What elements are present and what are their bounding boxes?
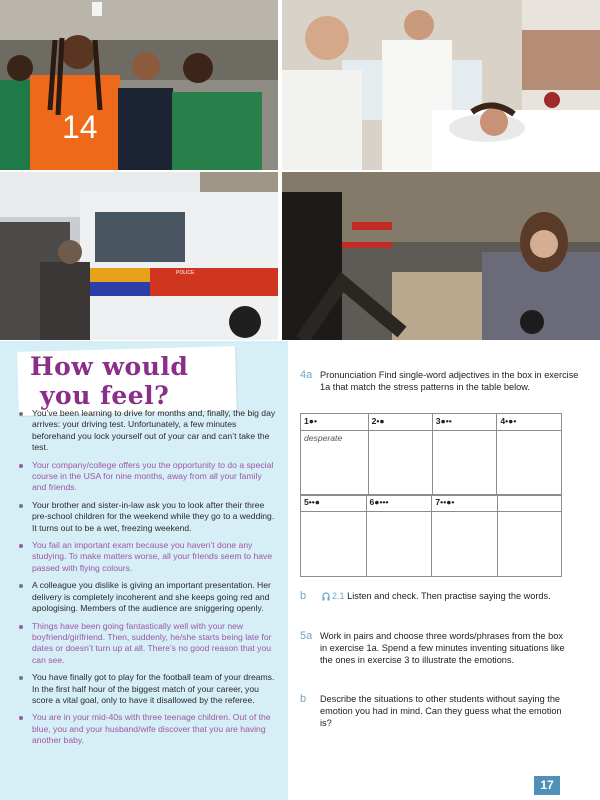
exercise-number: 4a [300,369,313,381]
list-item: A colleague you dislike is giving an important presentation. Her delivery is completely incoherent and she keeps going red and apologising. Members of the audience are sniggering openly. [14,580,278,614]
exercise-number: b [300,693,307,705]
exercise-5a [300,630,570,666]
stress-pattern-4: 4•●• [497,414,562,431]
bullet-icon [19,676,23,680]
title-line-2: you feel? [40,381,170,410]
football-referee-photo [0,0,278,170]
stress-pattern-1: 1●• [301,414,369,431]
answer-cell[interactable] [366,512,432,577]
example-word: desperate [304,433,343,443]
bullet-icon [19,584,23,588]
answer-cell[interactable] [368,431,432,496]
list-item: Things have been going fantastically well with your new boyfriend/girlfriend. Then, suddenly, he/she starts being late for dates or doesn’t turn up at all. There’s no good reason that you can see. [14,621,278,667]
stress-pattern-5: 5••● [301,495,367,512]
list-item: You fail an important exam because you haven’t done any studying. To make matters worse, all your friends seem to have passed with flying colours. [14,540,278,574]
stress-pattern-table-2 [300,494,562,577]
bullet-icon [19,464,23,468]
stress-pattern-2: 2•● [368,414,432,431]
exercise-4a [300,369,590,393]
exercise-text: Listen and check. Then practise saying the words. [347,591,551,601]
jersey-number: 14 [62,109,98,145]
situations-list [14,408,278,753]
answer-cell[interactable] [432,512,498,577]
answer-cell[interactable] [498,512,562,577]
hospital-visit-photo [282,0,600,170]
exercise-number: b [300,590,307,602]
stress-pattern-6: 6●••• [366,495,432,512]
headphones-icon[interactable] [322,592,330,601]
exercise-text: Describe the situations to other students without saying the emotion you had in mind. Can they guess what the emotion is? [320,694,562,728]
exercise-5b [300,693,570,729]
list-item: You are in your mid-40s with three teenage children. Out of the blue, you and your husband/wife discover that you are having another baby. [14,712,278,746]
exercise-text: Pronunciation Find single-word adjectives in the box in exercise 1a that match the stress patterns in the table below. [320,370,579,392]
answer-cell[interactable] [432,431,497,496]
exercise-text: Work in pairs and choose three words/phrases from the box in exercise 1a. Spend a few minutes inventing situations like the ones in exercise 3 to illustrate the emotions. [320,631,565,665]
wet-weekend-photo [282,172,600,340]
page-title [30,352,240,410]
empty-header-cell [498,495,562,512]
list-item: Your company/college offers you the opportunity to do a special course in the USA for nine months, away from all your family and friends. [14,460,278,494]
bullet-icon [19,544,23,548]
bullet-icon [19,412,23,416]
list-item: You have finally got to play for the football team of your dreams. In the first half hour of the biggest match of your career, you score a vital goal, only to have it disallowed by the referee. [14,672,278,706]
page-number: 17 [534,776,560,795]
answer-cell[interactable] [301,512,367,577]
bullet-icon [19,504,23,508]
answer-cell[interactable] [497,431,562,496]
bullet-icon [19,625,23,629]
van-police-text: POLICE [176,270,195,276]
stress-pattern-3: 3●•• [432,414,497,431]
audio-track-number: 2.1 [332,591,345,601]
title-line-1: How would [30,352,189,381]
exercise-4b [300,590,570,602]
stress-pattern-7: 7••●• [432,495,498,512]
list-item: You’ve been learning to drive for months and, finally, the big day arrives: your driving test. Unfortunately, a few minutes beforehand you lock yourself out of your car and can’t take the test. [14,408,278,454]
police-van-photo [0,172,278,340]
answer-cell[interactable] [301,431,369,496]
exercise-number: 5a [300,630,313,642]
bullet-icon [19,716,23,720]
list-item: Your brother and sister-in-law ask you to look after their three pre-school children for the weekend while they go to a wedding. It turns out to be a wet, freezing weekend. [14,500,278,534]
stress-pattern-table-1 [300,413,562,496]
